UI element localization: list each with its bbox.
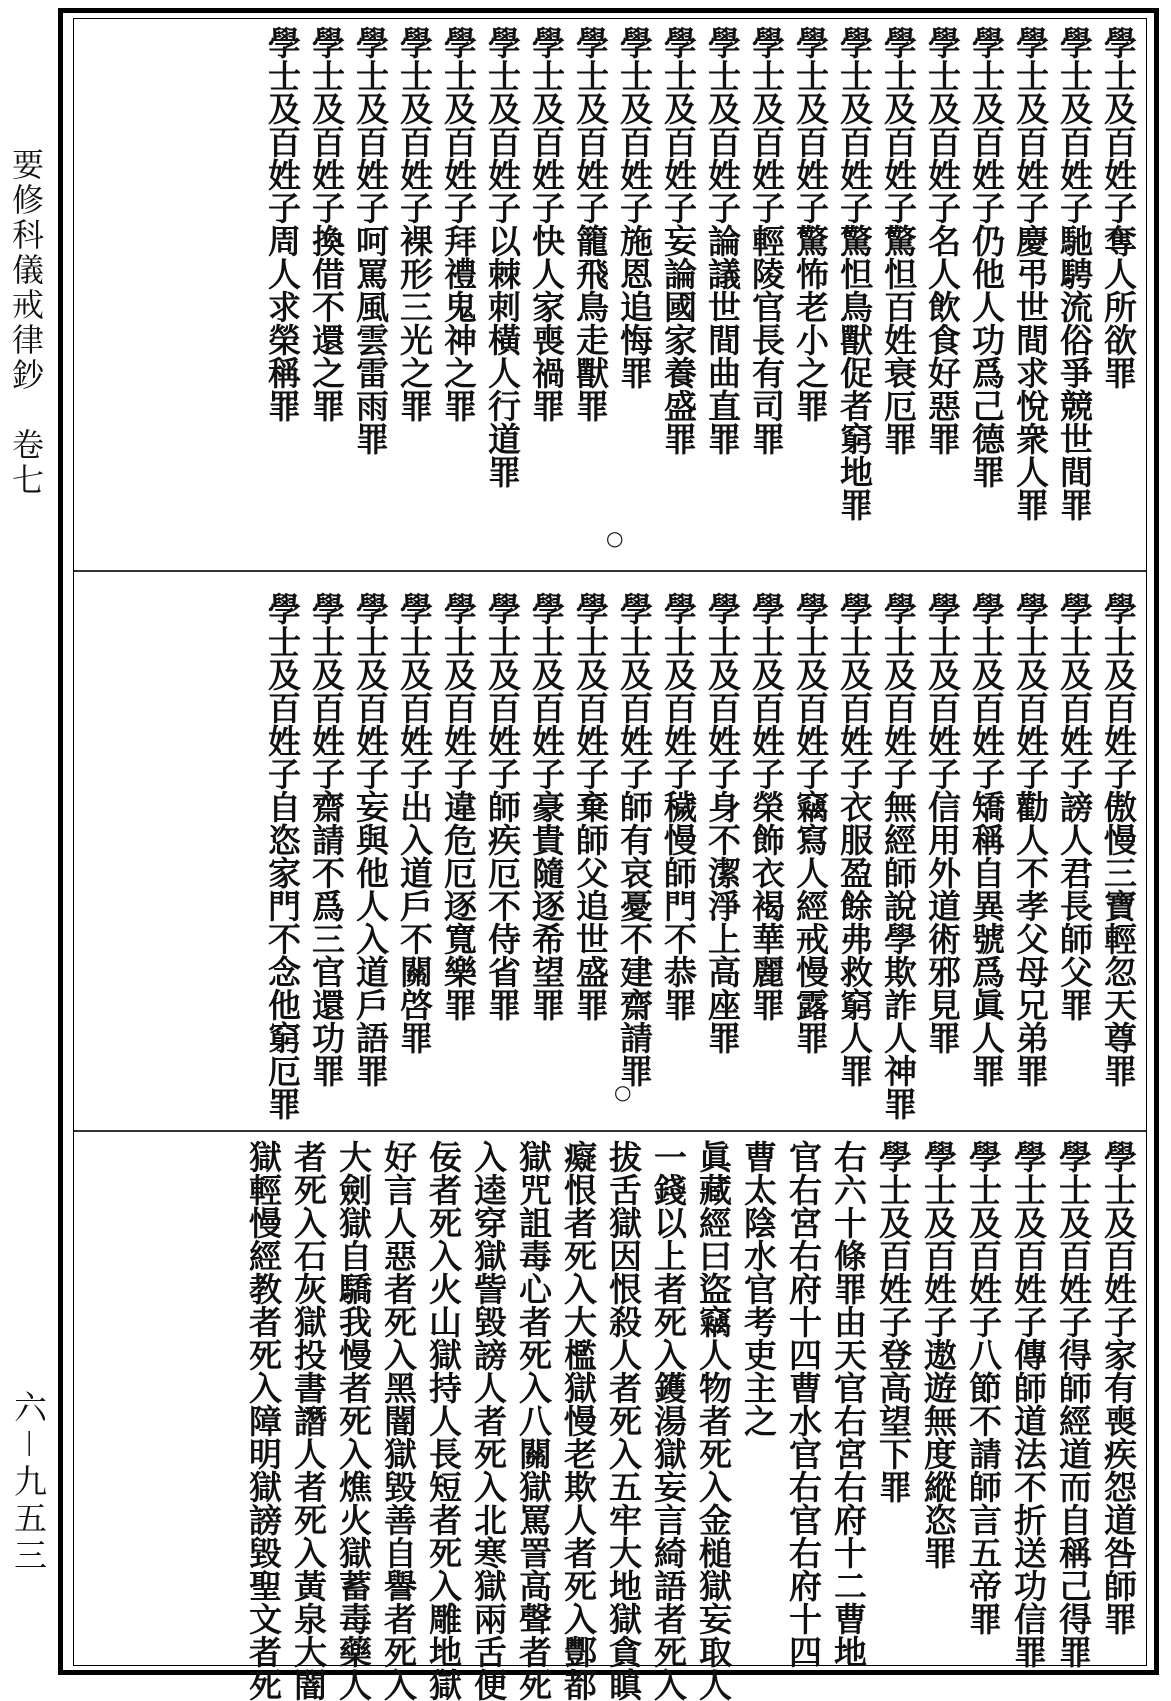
text-column: 學士及百姓子妄與他人入道戶語罪 — [351, 592, 390, 1087]
text-column: 學士及百姓子奪人所欲罪 — [1099, 26, 1138, 389]
circle-mark: ○ — [606, 526, 624, 550]
text-column: 學士及百姓子勸人不孝父母兄弟罪 — [1011, 592, 1050, 1087]
text-column: 學士及百姓子矯稱自異號爲眞人罪 — [967, 592, 1006, 1087]
text-column: 學士及百姓子馳騁流俗爭競世間罪 — [1055, 26, 1094, 521]
text-column: 學士及百姓子換借不還之罪 — [307, 26, 346, 422]
text-column: 官右宮右府十四曹水官右官右府十四 — [784, 1140, 823, 1668]
text-column: 一錢以上者死入鑊湯獄妄言綺語者死入 — [649, 1140, 688, 1701]
text-column: 學士及百姓子周人求榮稱罪 — [263, 26, 302, 422]
text-column: 學士及百姓子快人家喪禍罪 — [527, 26, 566, 422]
text-column: 學士及百姓子拜禮鬼神之罪 — [439, 26, 478, 422]
text-column: 好言人惡者死入黑闇獄毀善自譽者死入 — [379, 1140, 418, 1701]
text-column: 學士及百姓子自恣家門不念他窮厄罪 — [263, 592, 302, 1120]
text-column: 學士及百姓子家有喪疾怨道咎師罪 — [1099, 1140, 1138, 1635]
text-column: 學士及百姓子八節不請師言五帝罪 — [964, 1140, 1003, 1635]
text-column: 獄輕慢經教者死入障明獄謗毀聖文者死 — [244, 1140, 283, 1701]
text-column: 入逵穿獄訾毀謗人者死入北寒獄兩舌便 — [469, 1140, 508, 1701]
text-panel-middle — [90, 592, 1140, 1120]
margin-page-number: 六－九五三 — [9, 1390, 48, 1575]
panel-divider-1 — [74, 570, 1146, 572]
text-column: 學士及百姓子登高望下罪 — [874, 1140, 913, 1503]
text-column: 學士及百姓子以棘刺橫人行道罪 — [483, 26, 522, 488]
circle-mark: ○ — [614, 1080, 632, 1104]
text-column: 大劍獄自驕我慢者死入燋火獄蓄毒藥人 — [334, 1140, 373, 1701]
text-column: 學士及百姓子違危厄逐寬樂罪 — [439, 592, 478, 1021]
text-column: 學士及百姓子驚怖老小之罪 — [791, 26, 830, 422]
margin-book-title: 要修科儀戒律鈔 卷七 — [7, 148, 45, 498]
text-column: 學士及百姓子裸形三光之罪 — [395, 26, 434, 422]
text-column: 佞者死入火山獄持人長短者死入雕地獄 — [424, 1140, 463, 1701]
text-column: 學士及百姓子出入道戶不關啓罪 — [395, 592, 434, 1054]
text-column: 學士及百姓子遨遊無度縱恣罪 — [919, 1140, 958, 1569]
text-column: 學士及百姓子豪貴隨逐希望罪 — [527, 592, 566, 1021]
text-column: 學士及百姓子穢慢師門不恭罪 — [659, 592, 698, 1021]
text-column: 學士及百姓子師有哀憂不建齋請罪 — [615, 592, 654, 1087]
text-column: 曹太陰水官考吏主之 — [739, 1140, 778, 1437]
text-column: 學士及百姓子榮飾衣褐華麗罪 — [747, 592, 786, 1021]
text-column: 學士及百姓子傳師道法不折送功信罪 — [1009, 1140, 1048, 1668]
text-column: 學士及百姓子衣服盈餘弗救窮人罪 — [835, 592, 874, 1087]
text-column: 學士及百姓子得師經道而自稱己得罪 — [1054, 1140, 1093, 1668]
text-panel-bottom — [90, 1140, 1140, 1701]
text-column: 學士及百姓子師疾厄不侍省罪 — [483, 592, 522, 1021]
text-column: 學士及百姓子驚怛百姓衰厄罪 — [879, 26, 918, 455]
text-column: 學士及百姓子輕陵官長有司罪 — [747, 26, 786, 455]
text-column: 學士及百姓子仍他人功爲己德罪 — [967, 26, 1006, 488]
text-column: 學士及百姓子論議世間曲直罪 — [703, 26, 742, 455]
text-column: 學士及百姓子慶弔世間求悅衆人罪 — [1011, 26, 1050, 521]
text-column: 癡恨者死入大檻獄慢老欺人者死入酆都 — [559, 1140, 598, 1701]
text-column: 學士及百姓子施恩追悔罪 — [615, 26, 654, 389]
text-column: 學士及百姓子竊寫人經戒慢露罪 — [791, 592, 830, 1054]
text-column: 右六十條罪由天官右宮右府十二曹地 — [829, 1140, 868, 1668]
text-column: 學士及百姓子名人飲食好惡罪 — [923, 26, 962, 455]
text-column: 學士及百姓子驚怛鳥獸促者窮地罪 — [835, 26, 874, 521]
text-column: 學士及百姓子無經師說學欺詐人神罪 — [879, 592, 918, 1120]
text-column: 拔舌獄因恨殺人者死入五牢大地獄貪瞋 — [604, 1140, 643, 1701]
text-column: 眞藏經曰盜竊人物者死入金槌獄妄取人 — [694, 1140, 733, 1701]
text-column: 學士及百姓子謗人君長師父罪 — [1055, 592, 1094, 1021]
text-column: 獄咒詛毒心者死入八關獄罵詈高聲者死 — [514, 1140, 553, 1701]
text-column: 學士及百姓子棄師父追世盛罪 — [571, 592, 610, 1021]
text-column: 學士及百姓子傲慢三寶輕忽天尊罪 — [1099, 592, 1138, 1087]
text-column: 學士及百姓子信用外道術邪見罪 — [923, 592, 962, 1054]
text-column: 學士及百姓子齋請不爲三官還功罪 — [307, 592, 346, 1087]
text-column: 學士及百姓子妄論國家養盛罪 — [659, 26, 698, 455]
text-column: 者死入石灰獄投書譖人者死入黃泉大闇 — [289, 1140, 328, 1701]
text-column: 學士及百姓子籠飛鳥走獸罪 — [571, 26, 610, 422]
text-column: 學士及百姓子呵罵風雲雷雨罪 — [351, 26, 390, 455]
text-panel-top — [90, 26, 1140, 521]
text-column: 學士及百姓子身不潔淨上高座罪 — [703, 592, 742, 1054]
panel-divider-2 — [74, 1130, 1146, 1132]
